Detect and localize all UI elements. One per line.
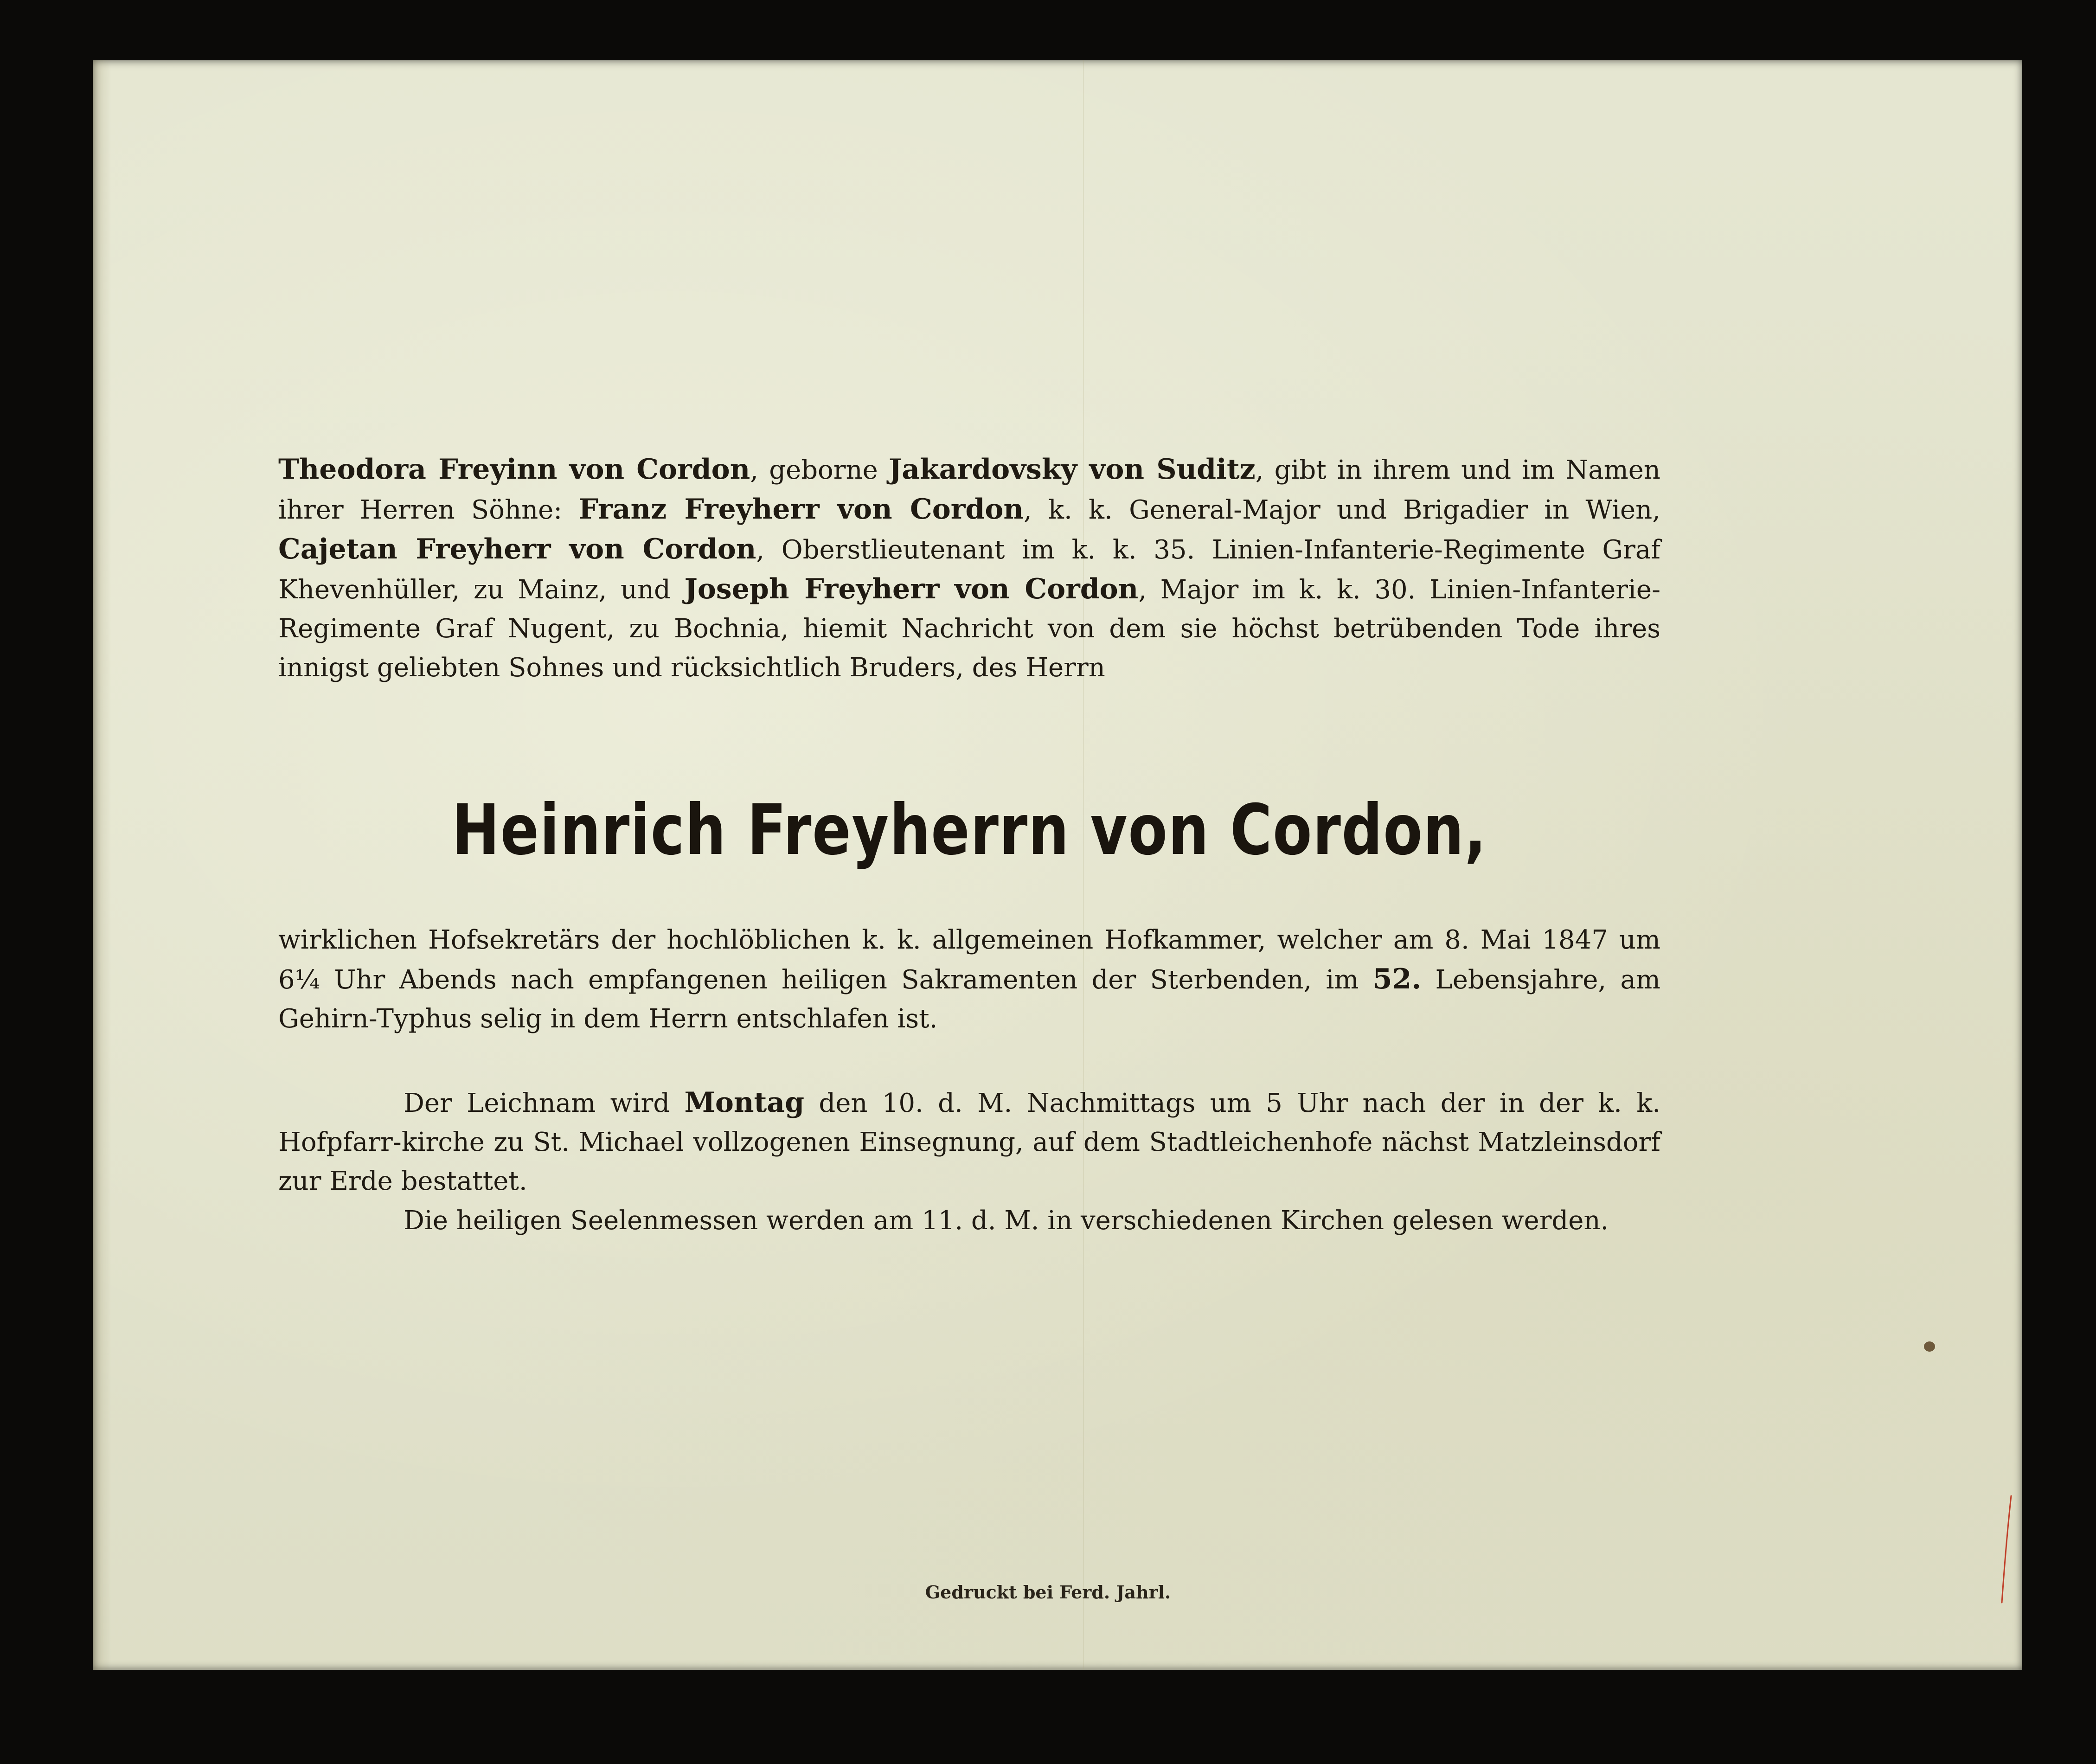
intro-segment: , Major im k. k. 30. Linien-Infanterie-Regimente Graf Nugent, zu Bochnia, hiemit Nachricht von dem sie höchst betrübenden Tode ihres innigst geliebten Sohnes und rücksichtlich Bruders, des Herrn	[278, 575, 1660, 683]
widow-name: Theodora Freyinn von Cordon	[278, 453, 750, 486]
burial-segment: den 10. d. M. Nachmittags um 5 Uhr nach der in der k. k. Hofpfarr-kirche zu St. Michael vollzogenen Einsegnung, auf dem Stadtleichenhofe nächst Matzleinsdorf zur Erde bestattet.	[278, 1088, 1660, 1196]
son-cajetan: Cajetan Freyherr von Cordon	[278, 533, 756, 565]
details-segment: wirklichen Hofsekretärs der hochlöblichen k. k. allgemeinen Hofkammer, welcher am 8. Mai 1847 um 6¼ Uhr Abends nach empfangenen heiligen Sakramenten der Sterbenden, im	[278, 925, 1660, 995]
intro-segment: , k. k. General-Major und Brigadier in Wien,	[1023, 495, 1661, 525]
details-segment: Lebensjahre, am Gehirn-Typhus selig in dem Herrn entschlafen ist.	[278, 965, 1660, 1034]
deceased-name: Heinrich Freyherrn von Cordon,	[452, 790, 1487, 871]
burial-segment: Der Leichnam wird	[404, 1088, 685, 1118]
intro-text	[278, 450, 1660, 687]
intro-segment: , geborne	[750, 455, 889, 485]
details-text	[278, 921, 1660, 1039]
maiden-name: Jakardovsky von Suditz	[888, 453, 1256, 486]
masses-line: Die heiligen Seelenmessen werden am 11. d. M. in verschiedenen Kirchen gelesen werden.	[404, 1206, 1609, 1236]
age-number: 52.	[1372, 963, 1422, 995]
burial-day: Montag	[684, 1086, 805, 1119]
printer-imprint: Gedruckt bei Ferd. Jahrl.	[925, 1582, 1171, 1603]
intro-segment: , gibt in ihrem und im Namen ihrer Herren Söhne:	[278, 455, 1661, 525]
details-paragraph	[278, 921, 1660, 1039]
intro-paragraph	[278, 450, 1660, 687]
burial-paragraph	[278, 1083, 1660, 1201]
burial-text	[278, 1083, 1660, 1201]
son-joseph: Joseph Freyherr von Cordon	[684, 573, 1139, 605]
ink-stain	[1924, 1341, 1935, 1352]
son-franz: Franz Freyherr von Cordon	[578, 493, 1024, 526]
intro-segment: , Oberstlieutenant im k. k. 35. Linien-Infanterie-Regimente Graf Khevenhüller, zu Mainz, und	[278, 535, 1660, 605]
